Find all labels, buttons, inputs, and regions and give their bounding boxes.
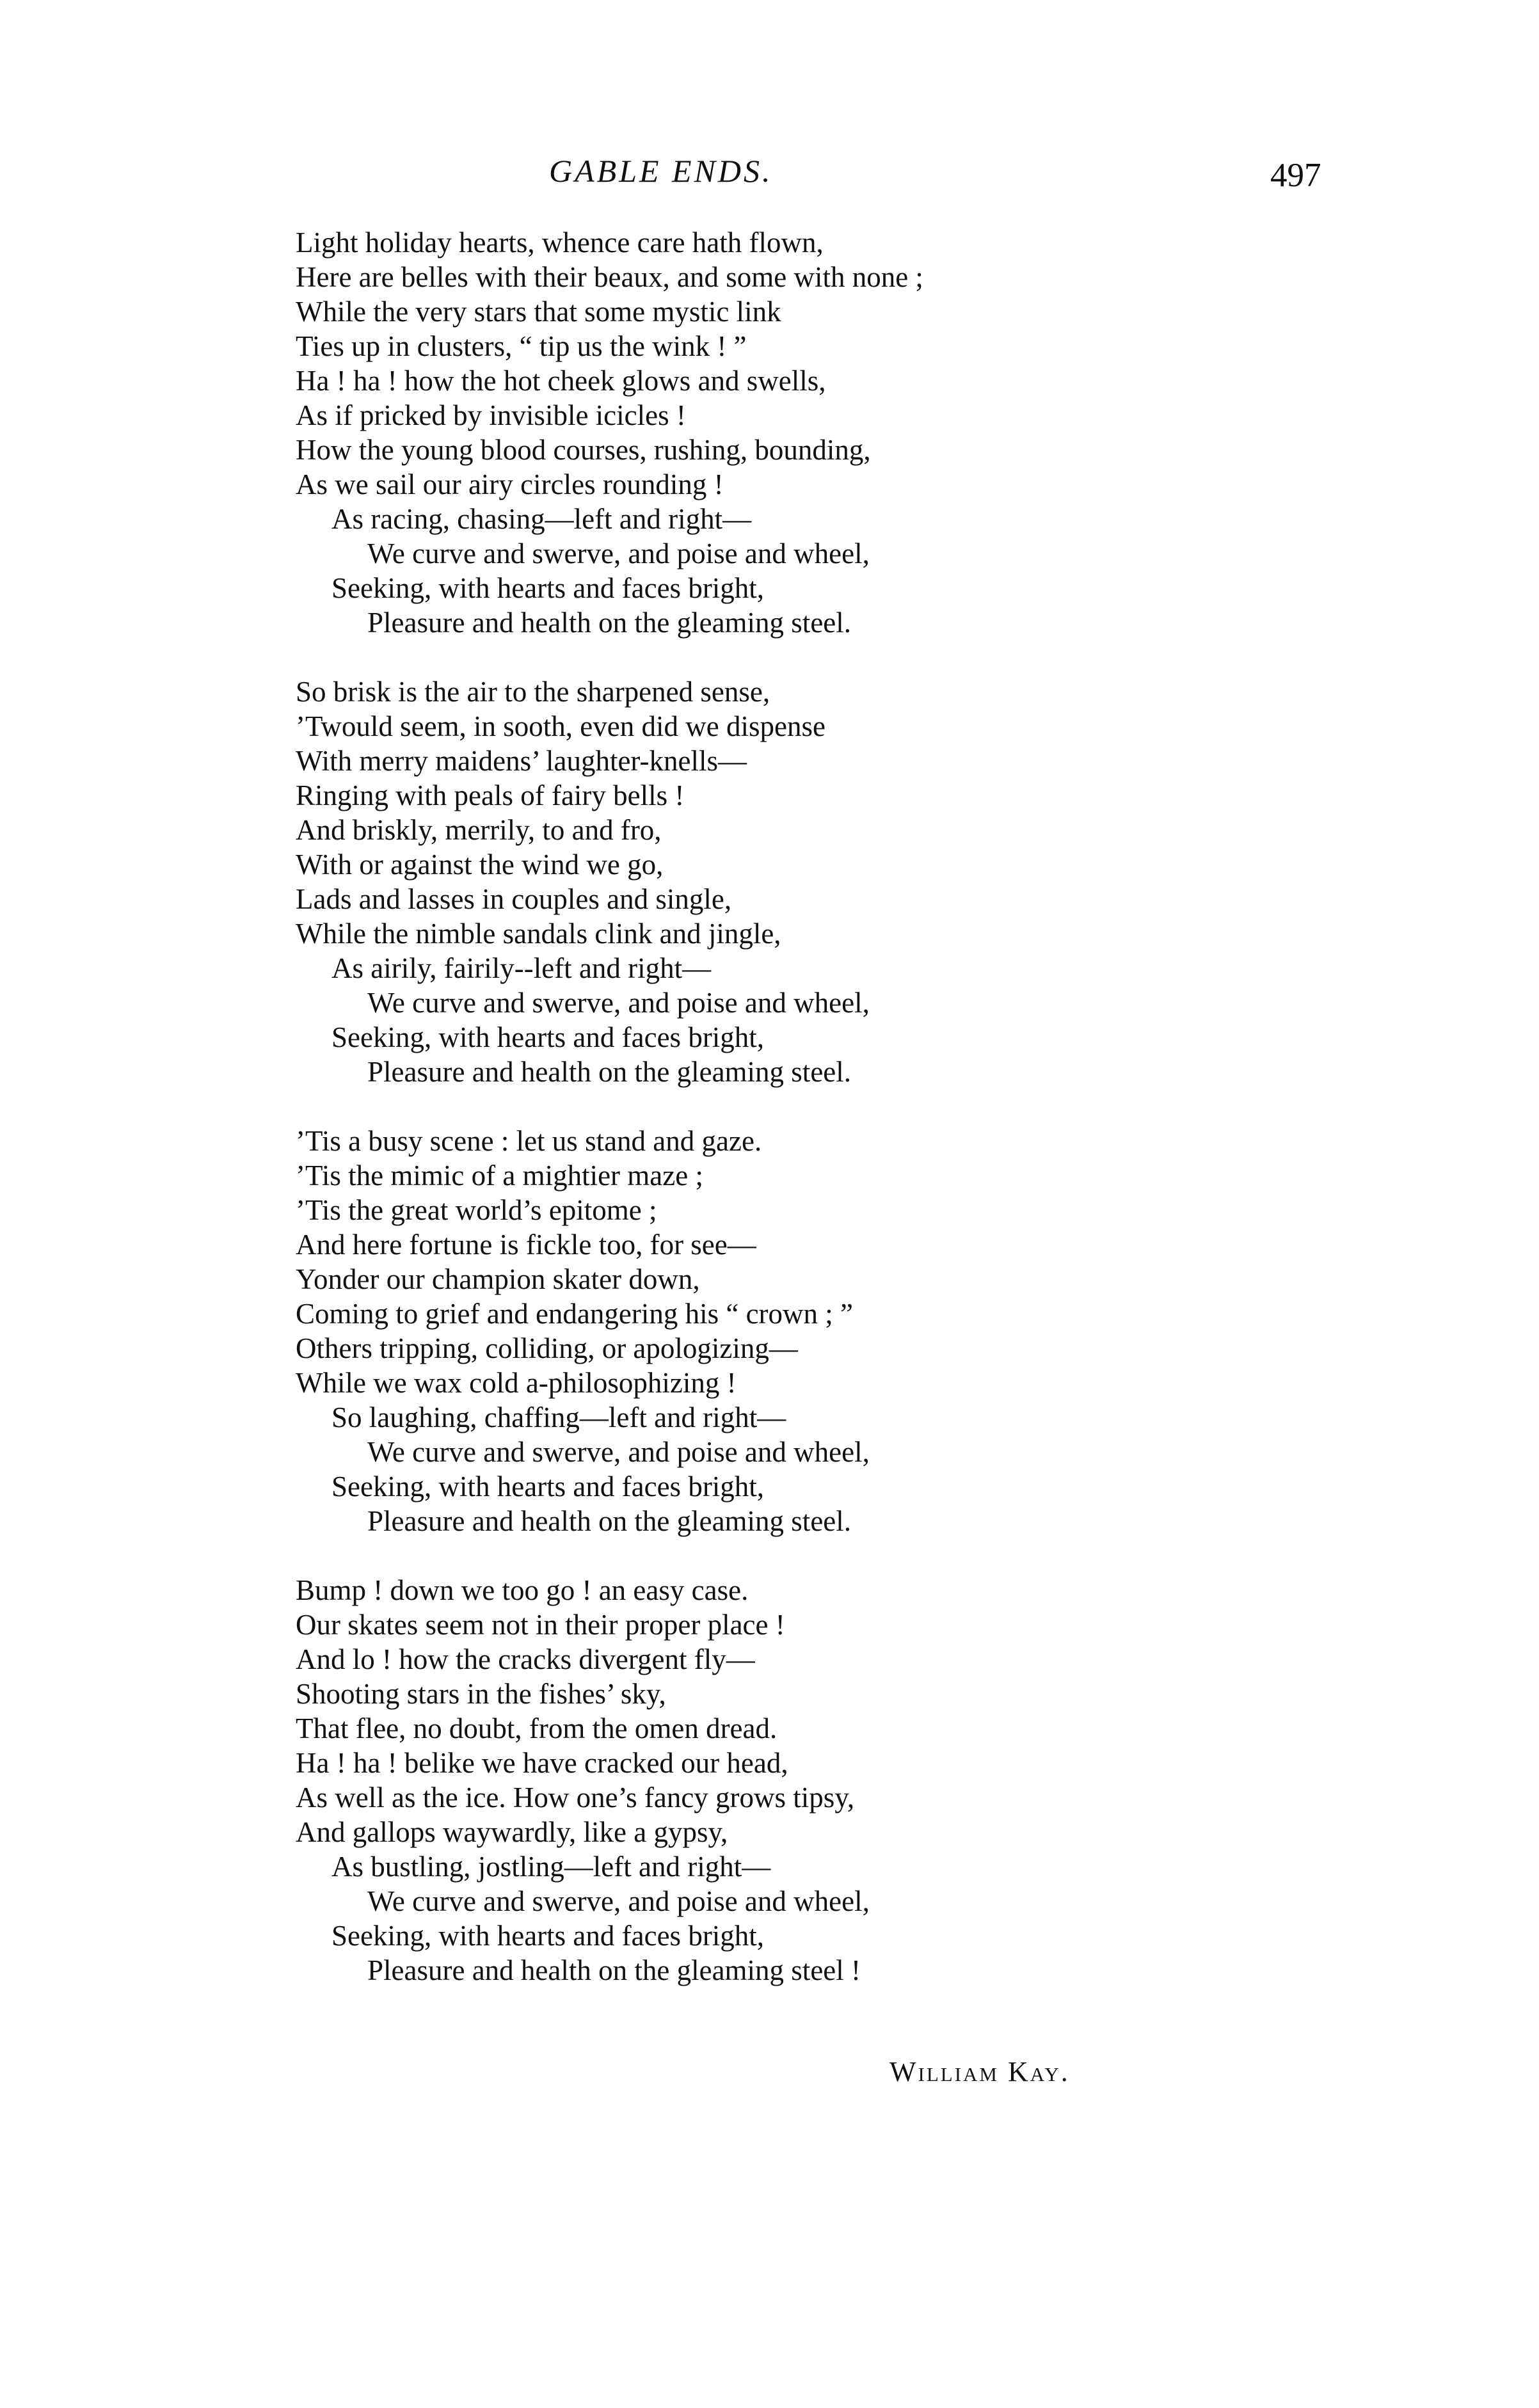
stanza	[296, 674, 1192, 1089]
poem-line: Ties up in clusters, “ tip us the wink ! ”	[296, 330, 747, 362]
poem-line: Seeking, with hearts and faces bright,	[331, 572, 765, 604]
poem-line: Bump ! down we too go ! an easy case.	[296, 1574, 749, 1606]
running-header	[0, 152, 1539, 203]
poem-body	[296, 225, 1192, 1988]
poem-line: Pleasure and health on the gleaming steel.	[367, 607, 852, 639]
poem-line: As bustling, jostling—left and right—	[331, 1851, 771, 1883]
poem-line: We curve and swerve, and poise and wheel,	[367, 1436, 870, 1468]
poem-line: Ha ! ha ! how the hot cheek glows and swells,	[296, 365, 826, 397]
poem-line: That flee, no doubt, from the omen dread.	[296, 1712, 777, 1744]
poem-line: Lads and lasses in couples and single,	[296, 883, 732, 915]
poem-line: Seeking, with hearts and faces bright,	[331, 1471, 765, 1503]
poem-line: And briskly, merrily, to and fro,	[296, 814, 662, 846]
stanza	[296, 1124, 1192, 1538]
poem-line: And lo ! how the cracks divergent fly—	[296, 1643, 755, 1675]
poem-line: Coming to grief and endangering his “ crown ; ”	[296, 1298, 854, 1330]
poem-line: Our skates seem not in their proper place !	[296, 1609, 785, 1641]
poem-line: We curve and swerve, and poise and wheel,	[367, 538, 870, 570]
poem-line: We curve and swerve, and poise and wheel,	[367, 1885, 870, 1917]
poem-line: ’Tis the mimic of a mightier maze ;	[296, 1160, 703, 1192]
poem-line: With merry maidens’ laughter-knells—	[296, 745, 747, 777]
poem-line: Others tripping, colliding, or apologizing—	[296, 1332, 798, 1364]
poem-line: With or against the wind we go,	[296, 849, 664, 881]
poem-line: Ringing with peals of fairy bells !	[296, 779, 685, 811]
poem-line: As we sail our airy circles rounding !	[296, 468, 724, 500]
poem-line: And here fortune is fickle too, for see—	[296, 1229, 756, 1261]
poem-line: ’Tis a busy scene : let us stand and gaze.	[296, 1125, 762, 1157]
poem-line: As well as the ice. How one’s fancy grows tipsy,	[296, 1782, 855, 1814]
running-title: GABLE ENDS.	[549, 153, 773, 189]
poem-line: As airily, fairily--left and right—	[331, 952, 712, 984]
poem-line: Seeking, with hearts and faces bright,	[331, 1920, 765, 1952]
poem-line: While the nimble sandals clink and jingle,	[296, 918, 781, 950]
poem-line: As racing, chasing—left and right—	[331, 503, 752, 535]
poem-line: Pleasure and health on the gleaming steel.	[367, 1505, 852, 1537]
poem-line: Pleasure and health on the gleaming steel !	[367, 1954, 861, 1986]
poem-line: While we wax cold a-philosophizing !	[296, 1367, 737, 1399]
poem-line: ’Tis the great world’s epitome ;	[296, 1194, 657, 1226]
stanza	[296, 1573, 1192, 1988]
page-number: 497	[1270, 157, 1321, 194]
author-signature: William Kay.	[889, 2056, 1070, 2087]
poem-line: So brisk is the air to the sharpened sense,	[296, 676, 770, 708]
poem-line: While the very stars that some mystic link	[296, 296, 781, 328]
poem-line: Here are belles with their beaux, and some with none ;	[296, 261, 923, 293]
poem-line: Seeking, with hearts and faces bright,	[331, 1021, 765, 1053]
poem-line: Yonder our champion skater down,	[296, 1263, 700, 1295]
poem-line: ’Twould seem, in sooth, even did we dispense	[296, 710, 825, 742]
poem-line: We curve and swerve, and poise and wheel,	[367, 987, 870, 1019]
poem-line: So laughing, chaffing—left and right—	[331, 1401, 786, 1433]
poem-line: Pleasure and health on the gleaming steel.	[367, 1056, 852, 1088]
stanza	[296, 225, 1192, 640]
poem-line: As if pricked by invisible icicles !	[296, 399, 686, 431]
poem-line: How the young blood courses, rushing, bounding,	[296, 434, 871, 466]
poem-line: Shooting stars in the fishes’ sky,	[296, 1678, 666, 1710]
poem-line: And gallops waywardly, like a gypsy,	[296, 1816, 728, 1848]
poem-line: Ha ! ha ! belike we have cracked our head,	[296, 1747, 788, 1779]
poem-line: Light holiday hearts, whence care hath flown,	[296, 227, 824, 259]
